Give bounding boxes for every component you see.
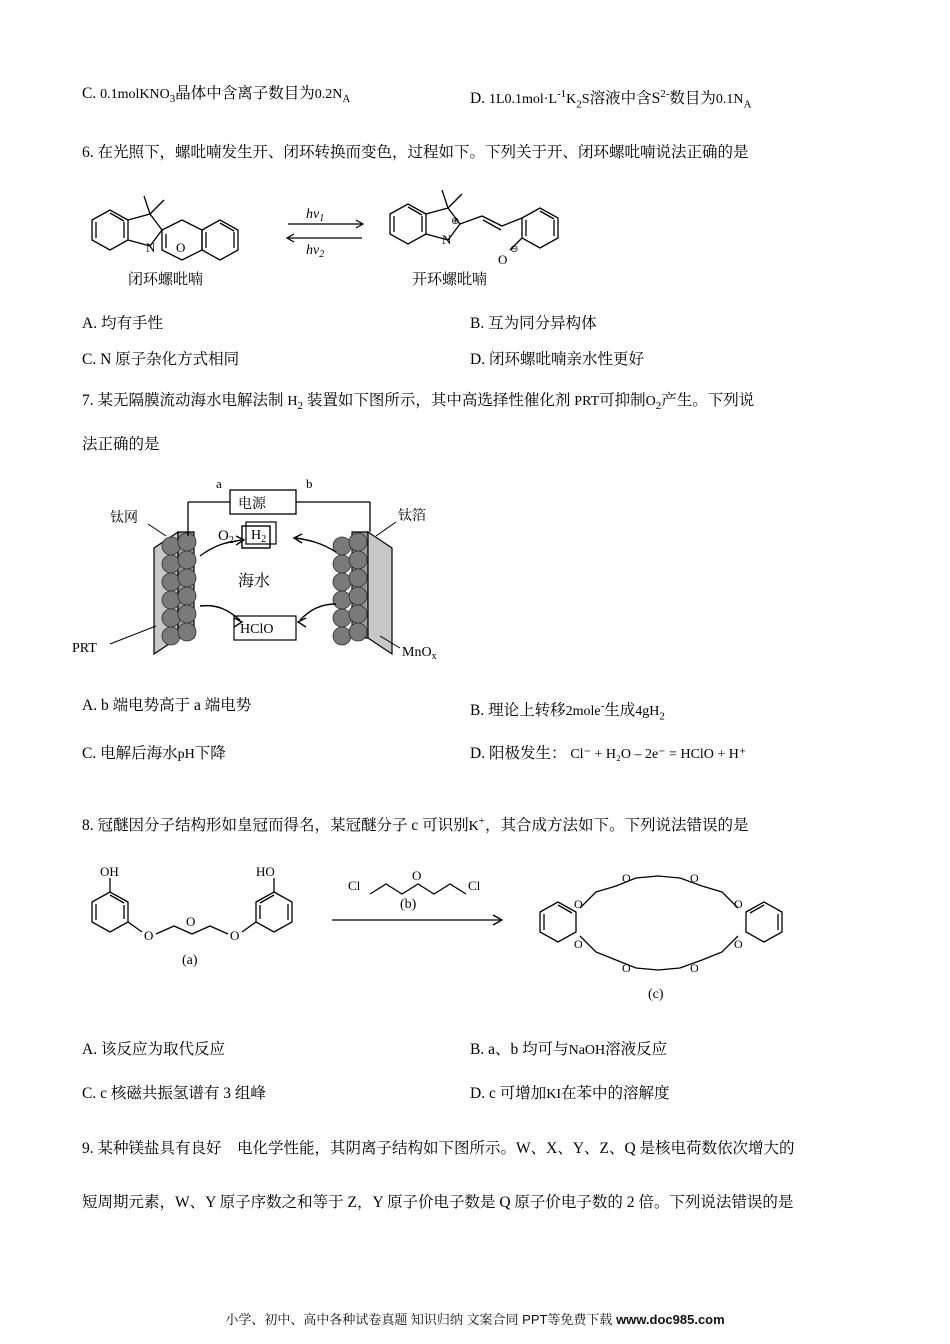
q8-label-c: (c) bbox=[648, 987, 664, 1002]
q7-stem-text4: 产生。下列说 bbox=[661, 392, 755, 409]
q7-stem-text2: 装置如下图所示，其中高选择性催化剂 bbox=[306, 392, 571, 409]
q7-option-b-text2: 生成 bbox=[604, 702, 636, 720]
q5-option-d bbox=[470, 82, 751, 116]
q8-option-c-label: C. bbox=[82, 1085, 97, 1102]
q8-product-o-5: O bbox=[734, 937, 743, 951]
q7-prt: PRT bbox=[574, 394, 600, 409]
q8-option-b bbox=[470, 1038, 667, 1063]
q7-prt-label: PRT bbox=[72, 641, 97, 656]
q5-option-d-label: D. bbox=[470, 90, 486, 108]
q5-option-c-formula: 0.1molKNO bbox=[100, 87, 170, 102]
q5-option-c-value-sub: A bbox=[342, 93, 351, 106]
q7-option-b-tail: 4gH bbox=[635, 704, 660, 720]
q5-option-d-k-sub: 2 bbox=[576, 98, 582, 111]
q9-stem-line2 bbox=[82, 1190, 882, 1216]
q9-number: 9. bbox=[82, 1140, 94, 1157]
q7-option-d-equation: Cl⁻ + H₂O – 2e⁻ = HClO + H⁺ bbox=[570, 747, 747, 762]
q8-product-o-2: O bbox=[622, 871, 631, 885]
q8-option-b-text2: 溶液反应 bbox=[605, 1041, 668, 1058]
q5-option-d-sup: -1 bbox=[557, 88, 567, 100]
q8-stem-text1: 冠醚因分子结构形如皇冠而得名，某冠醚分子 c 可识别 bbox=[97, 817, 469, 835]
q7-option-c-text: 电解后海水 bbox=[100, 745, 178, 762]
q5-option-d-charge: 2- bbox=[660, 88, 670, 100]
q8-reagent-o: O bbox=[412, 868, 422, 883]
q6-option-b-label: B. bbox=[470, 315, 485, 332]
q6-arrow-top-label: $hv_1$ bbox=[306, 207, 325, 224]
q7-stem-text1: 某无隔膜流动海水电解法制 bbox=[97, 392, 284, 409]
q8-ho-right: HO bbox=[256, 864, 275, 879]
q8-option-d-text2: 在苯中的溶解度 bbox=[561, 1085, 670, 1102]
q9-stem-line1 bbox=[82, 1136, 882, 1162]
q7-h2-sub: 2 bbox=[297, 400, 304, 413]
q5-option-c bbox=[82, 82, 350, 111]
q6-option-d-text: 闭环螺吡喃亲水性更好 bbox=[488, 351, 644, 368]
q6-option-a-label: A. bbox=[82, 315, 98, 332]
q6-right-caption: 开环螺吡喃 bbox=[412, 272, 488, 288]
q7-left-electrode-label: 钛网 bbox=[110, 511, 138, 526]
q6-option-d bbox=[470, 348, 644, 372]
q7-option-b-sup: - bbox=[600, 700, 605, 712]
q6-left-caption: 闭环螺吡喃 bbox=[128, 272, 204, 288]
q7-hclo-label: HClO bbox=[240, 622, 274, 637]
q8-option-b-naoh: NaOH bbox=[568, 1043, 606, 1058]
q9-line1-text: 某种镁盐具有良好 电化学性能，其阴离子结构如下图所示。W、X、Y、Z、Q 是核电荷数依次增大的 bbox=[97, 1140, 795, 1157]
q7-option-b-label: B. bbox=[470, 702, 485, 720]
q7-o2: O bbox=[645, 394, 656, 409]
q8-k-ion-charge: + bbox=[478, 815, 485, 827]
q7-option-c bbox=[82, 742, 226, 767]
q8-product-o-8: O bbox=[574, 937, 583, 951]
q7-electrolysis-figure bbox=[70, 470, 490, 690]
q7-option-c-ph: pH bbox=[177, 747, 195, 762]
q8-product-o-1: O bbox=[574, 897, 583, 911]
q7-option-d bbox=[470, 742, 746, 767]
q5-option-d-formula: 1L0.1mol·L bbox=[488, 92, 557, 108]
q8-number: 8. bbox=[82, 817, 94, 835]
q7-terminal-a: a bbox=[216, 476, 222, 491]
q7-stem-text3: 可抑制 bbox=[599, 392, 646, 409]
q6-option-a-text: 均有手性 bbox=[100, 315, 163, 332]
q8-option-d-text: c 可增加 bbox=[488, 1085, 547, 1102]
q8-option-b-text: a、b 均可与 bbox=[488, 1041, 569, 1058]
q6-option-a bbox=[82, 312, 163, 336]
q7-stem bbox=[82, 388, 882, 419]
q6-stem bbox=[82, 140, 872, 166]
q8-option-a-text: 该反应为取代反应 bbox=[100, 1041, 225, 1058]
q8-option-b-label: B. bbox=[470, 1041, 485, 1058]
q7-option-a-text: b 端电势高于 a 端电势 bbox=[100, 697, 252, 714]
q8-option-c bbox=[82, 1082, 266, 1106]
q7-option-b-mid: 2mole bbox=[565, 704, 601, 720]
q6-number: 6. bbox=[82, 144, 94, 161]
q5-option-c-value: 0.2N bbox=[314, 87, 343, 102]
footer-site[interactable]: www.doc985.com bbox=[616, 1312, 725, 1327]
q7-h2: H bbox=[287, 394, 298, 409]
q6-atom-n-right: N bbox=[442, 232, 452, 247]
q8-reagent-cl-left: Cl bbox=[348, 878, 361, 893]
q8-option-c-text: c 核磁共振氢谱有 3 组峰 bbox=[100, 1085, 266, 1102]
q7-option-b bbox=[470, 694, 665, 728]
q7-o2-label: $O_2$ bbox=[218, 528, 234, 546]
q7-option-c-label: C. bbox=[82, 745, 97, 762]
q8-product-o-7: O bbox=[622, 961, 631, 975]
q5-option-c-sub: 3 bbox=[169, 93, 176, 106]
q8-stem-text2: ，其合成方法如下。下列说法错误的是 bbox=[484, 817, 749, 835]
q5-option-d-s: S bbox=[581, 92, 590, 108]
q7-mnox-label: MnO$_x$ bbox=[402, 645, 437, 662]
q6-option-c-text: N 原子杂化方式相同 bbox=[100, 351, 240, 368]
q7-seawater-label: 海水 bbox=[238, 573, 271, 590]
q8-k-ion: K bbox=[468, 819, 479, 835]
q5-option-d-value: 0.1N bbox=[715, 92, 744, 108]
q6-atom-o-right: O bbox=[498, 252, 508, 267]
q7-h2-label: $H_2$ bbox=[251, 528, 267, 545]
q9-line2-text: 短周期元素，W、Y 原子序数之和等于 Z，Y 原子价电子数是 Q 原子价电子数的 2 倍。下列说法错误的是 bbox=[82, 1194, 794, 1211]
q6-option-b bbox=[470, 312, 597, 336]
q5-option-c-text: 晶体中含离子数目为 bbox=[175, 85, 315, 102]
q7-number: 7. bbox=[82, 392, 94, 409]
q6-atom-o-left: O bbox=[176, 240, 186, 255]
q8-o-1: O bbox=[144, 928, 154, 943]
q7-option-b-text: 理论上转移 bbox=[488, 702, 566, 720]
q6-option-d-label: D. bbox=[470, 351, 486, 368]
q8-reagent-cl-right: Cl bbox=[468, 878, 481, 893]
q7-right-electrode-label: 钛箔 bbox=[398, 509, 426, 524]
q6-option-c bbox=[82, 348, 239, 372]
q7-stem-line2 bbox=[82, 432, 160, 458]
q8-option-d-ki: KI bbox=[546, 1087, 561, 1102]
q6-atom-n-left: N bbox=[146, 240, 156, 255]
q7-option-c-text2: 下降 bbox=[194, 745, 226, 762]
q8-product-o-4: O bbox=[734, 897, 743, 911]
q7-option-b-tail-sub: 2 bbox=[659, 710, 665, 723]
q8-o-2: O bbox=[186, 914, 196, 929]
q8-o-3: O bbox=[230, 928, 240, 943]
q8-oh-left: OH bbox=[100, 864, 119, 879]
q6-option-c-label: C. bbox=[82, 351, 97, 368]
q8-label-b: (b) bbox=[400, 897, 417, 912]
q6-arrow-bottom-label: $hv_2$ bbox=[306, 243, 325, 260]
q6-stem-text: 在光照下，螺吡喃发生开、闭环转换而变色，过程如下。下列关于开、闭环螺吡喃说法正确的是 bbox=[97, 144, 749, 161]
q8-stem bbox=[82, 808, 882, 840]
q8-option-d-label: D. bbox=[470, 1085, 486, 1102]
q7-option-d-label: D. bbox=[470, 745, 486, 762]
q8-product-o-6: O bbox=[690, 961, 699, 975]
q6-charge-plus: ⊕ bbox=[451, 216, 460, 227]
q7-stem-text5: 法正确的是 bbox=[82, 436, 160, 453]
q7-power-label: 电源 bbox=[238, 497, 266, 512]
q5-option-d-text2: 数目为 bbox=[669, 90, 716, 108]
q5-option-d-text: 溶液中含S bbox=[589, 90, 661, 108]
q5-option-c-label: C. bbox=[82, 85, 97, 102]
q7-option-a bbox=[82, 694, 251, 718]
q8-product-o-3: O bbox=[690, 871, 699, 885]
q5-option-d-k: K bbox=[566, 92, 577, 108]
q7-option-d-text: 阳极发生： bbox=[488, 745, 567, 762]
q8-label-a: (a) bbox=[182, 953, 198, 968]
q7-o2-sub: 2 bbox=[655, 400, 662, 413]
q8-option-d bbox=[470, 1082, 670, 1107]
q6-charge-minus: ⊖ bbox=[510, 244, 519, 255]
page-footer bbox=[0, 1309, 950, 1328]
q8-option-a-label: A. bbox=[82, 1041, 98, 1058]
q7-option-a-label: A. bbox=[82, 697, 98, 714]
q5-option-d-value-sub: A bbox=[743, 98, 752, 111]
q8-crown-ether-figure bbox=[70, 856, 810, 1026]
footer-text: 小学、初中、高中各种试卷真题 知识归纳 文案合同 PPT等免费下载 bbox=[225, 1312, 613, 1327]
q7-terminal-b: b bbox=[306, 476, 313, 491]
q6-option-b-text: 互为同分异构体 bbox=[488, 315, 597, 332]
q8-option-a bbox=[82, 1038, 225, 1062]
